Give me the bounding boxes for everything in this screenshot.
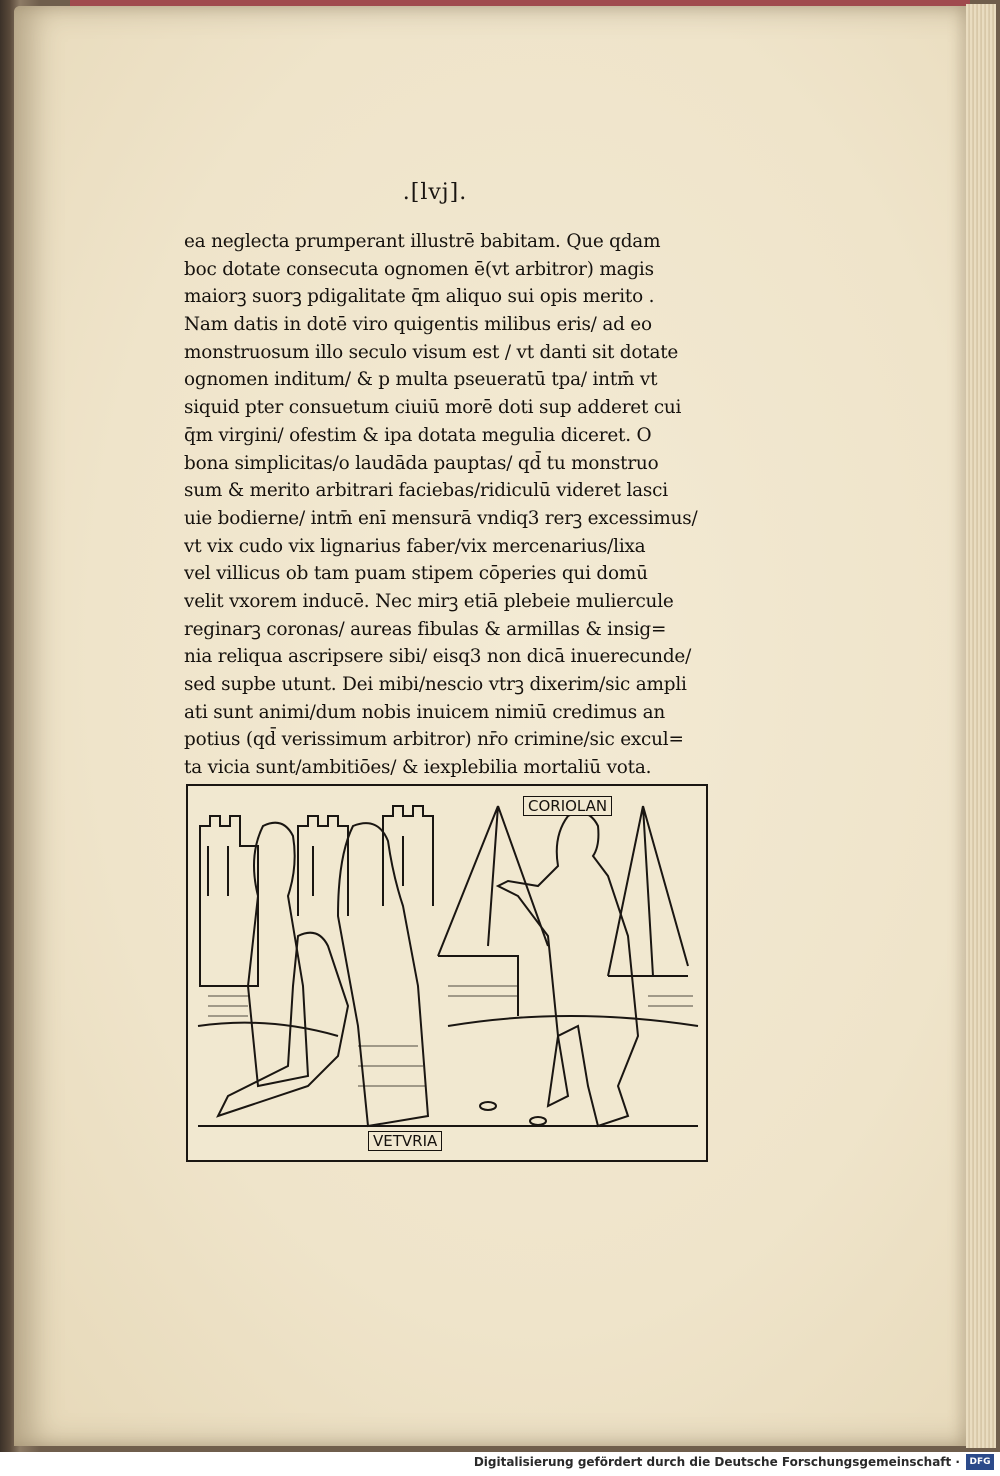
text-line: velit vxorem inducē. Nec mirꝫ etiā plebeie muliercule [184, 590, 674, 612]
text-line: vt vix cudo vix lignarius faber/vix mercenarius/lixa [184, 535, 646, 557]
text-line: ati sunt animi/dum nobis inuicem nimiū credimus an [184, 701, 666, 723]
dfg-logo: DFG [966, 1454, 994, 1470]
text-line: q̄m virgini/ ofestim & ipa dotata megulia diceret. O [184, 424, 652, 446]
text-block [184, 228, 716, 782]
page-fore-edge [966, 4, 996, 1448]
hatching [208, 986, 693, 1086]
funding-credit: Digitalisierung gefördert durch die Deutsche Forschungsgemeinschaft · [473, 1455, 960, 1469]
text-line: nia reliqua ascripsere sibi/ eisq3 non dicā inuerecunde/ [184, 646, 692, 668]
text-line: maiorꝫ suorꝫ pdigalitate q̄m aliquo sui opis merito . [184, 286, 655, 308]
caption-coriolan: CORIOLAN [523, 796, 612, 816]
woodcut-drawing [188, 786, 706, 1160]
text-line: vel villicus ob tam puam stipem cōperies qui domū [184, 563, 648, 585]
text-line: boc dotate consecuta ognomen ē(vt arbitror) magis [184, 258, 654, 280]
woodcut-illustration [186, 784, 708, 1162]
text-line: reginarꝫ coronas/ aureas fibulas & armillas & insig= [184, 618, 667, 640]
text-line: sum & merito arbitrari faciebas/ridiculū videret lasci [184, 480, 668, 502]
text-line: siquid pter consuetum ciuiū morē doti sup adderet cui [184, 397, 682, 419]
text-line: bona simplicitas/o laudāda pauptas/ qd̄ tu monstruo [184, 452, 659, 474]
text-line: sed supbe utunt. Dei mibi/nescio vtrꝫ dixerim/sic ampli [184, 674, 687, 695]
text-line: potius (qd̄ verissimum arbitror) nr̄o crimine/sic excul= [184, 729, 684, 751]
text-line: ognomen inditum/ & p multa pseueratū tpa/ intm̄ vt [184, 369, 658, 391]
text-line: ea neglecta prumperant illustrē babitam. Que qdam [184, 231, 661, 252]
text-line: Nam datis in dotē viro quigentis milibus eris/ ad eo [184, 314, 652, 336]
caption-veturia: VETVRIA [368, 1131, 442, 1151]
folio-number: .[lvj]. [402, 180, 468, 205]
tent [438, 806, 688, 976]
text-line: ta vicia sunt/ambitiōes/ & iexplebilia mortaliū vota. [184, 757, 652, 779]
text-line: uie bodierne/ intm̄ enī mensurā vndiq3 rerꝫ excessimus/ [184, 507, 698, 529]
castle [200, 816, 258, 986]
text-line: monstruosum illo seculo visum est / vt danti sit dotate [184, 341, 679, 363]
